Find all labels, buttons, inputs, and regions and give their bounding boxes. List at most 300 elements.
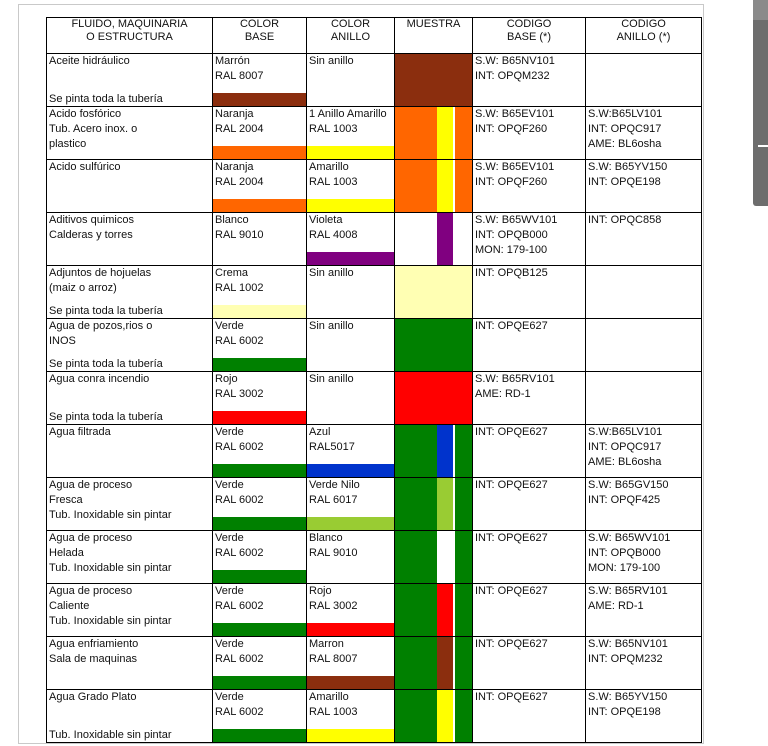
header-base [213, 18, 307, 54]
table-row [47, 478, 702, 531]
code-base-cell [473, 54, 586, 107]
base-color-text: RAL 2004 [215, 123, 264, 135]
code-ring-text [586, 508, 701, 510]
ring-band-divider [453, 425, 455, 477]
ring-color-text: Sin anillo [309, 267, 354, 279]
code-ring-text [586, 667, 701, 669]
sample-cell [395, 425, 473, 478]
pipe-sample [395, 584, 472, 636]
code-base-cell [473, 266, 586, 319]
ring-band-divider [453, 213, 455, 265]
ring-color-cell [307, 107, 395, 160]
code-ring-text: INT: OPQM232 [588, 653, 663, 665]
code-base-text [473, 283, 585, 285]
header-ring [307, 18, 395, 54]
code-ring-text: S.W:B65LV101 [588, 108, 663, 120]
sample-cell [395, 478, 473, 531]
ring-color-swatch [307, 570, 394, 583]
code-base-cell [473, 478, 586, 531]
fluid-cell [47, 425, 213, 478]
code-base-text [473, 495, 585, 497]
code-ring-text: S.W: B65WV101 [588, 532, 671, 544]
base-color-cell [213, 584, 307, 637]
code-base-text: INT: OPQE627 [475, 320, 548, 332]
ring-color-text: Marron [309, 638, 344, 650]
fluid-note: Se pinta toda la tubería [49, 358, 163, 370]
ring-color-cell-inner [307, 372, 394, 424]
fluid-text: Acido sulfúrico [49, 161, 121, 173]
code-base-text: MON: 179-100 [475, 244, 548, 256]
ring-color-cell-inner [307, 266, 394, 318]
fluid-text [47, 442, 212, 444]
pipe-sample [395, 637, 472, 689]
code-base-text: S.W: B65EV101 [475, 108, 555, 120]
ring-color-cell [307, 54, 395, 107]
ring-color-text: Sin anillo [309, 373, 354, 385]
base-color-swatch [213, 252, 306, 265]
code-ring-cell [586, 266, 702, 319]
code-base-text: INT: OPQB125 [475, 267, 548, 279]
base-color-swatch [213, 411, 306, 424]
base-color-cell-inner [213, 531, 306, 583]
code-ring-text [586, 720, 701, 722]
ring-color-text: 1 Anillo Amarillo [309, 108, 387, 120]
header-row [47, 18, 702, 54]
base-color-cell [213, 637, 307, 690]
code-ring-cell [586, 425, 702, 478]
code-ring-text: INT: OPQC858 [588, 214, 662, 226]
base-color-text: Rojo [215, 373, 238, 385]
code-base-text [473, 601, 585, 603]
base-color-cell-inner [213, 319, 306, 371]
base-color-text: Naranja [215, 108, 254, 120]
fluid-text: Aceite hidráulico [49, 55, 130, 67]
table-row [47, 531, 702, 584]
ring-color-swatch [307, 729, 394, 742]
header-base-line1: COLOR [239, 18, 280, 30]
code-ring-text: AME: BL6osha [588, 456, 662, 468]
code-base-text: S.W: B65NV101 [475, 55, 555, 67]
pipe-sample [395, 213, 472, 265]
ring-band [437, 213, 454, 265]
base-color-swatch [213, 358, 306, 371]
table-row [47, 319, 702, 372]
code-ring-text: INT: OPQE198 [588, 176, 661, 188]
fluid-text: Caliente [49, 600, 90, 612]
header-code-ring-line1: CODIGO [621, 18, 666, 30]
base-color-cell-inner [213, 266, 306, 318]
pipe-color-table [46, 17, 702, 743]
fluid-text: plastico [49, 138, 87, 150]
fluid-cell-inner [47, 213, 212, 265]
fluid-text: Aditivos quimicos [49, 214, 134, 226]
base-color-text: RAL 6002 [215, 335, 264, 347]
ring-color-text: Amarillo [309, 691, 349, 703]
ring-color-text: RAL 6017 [309, 494, 358, 506]
code-ring-cell [586, 584, 702, 637]
base-color-cell-inner [213, 372, 306, 424]
ring-color-text: Violeta [309, 214, 343, 226]
ring-color-text: Verde Nilo [309, 479, 360, 491]
ring-color-text: RAL 4008 [309, 229, 358, 241]
base-color-text: RAL 6002 [215, 706, 264, 718]
base-color-cell [213, 690, 307, 743]
header-code-base-line1: CODIGO [506, 18, 552, 30]
ring-color-text: Azul [309, 426, 331, 438]
code-base-cell [473, 107, 586, 160]
pipe-sample [395, 319, 472, 371]
fluid-text: Fresca [49, 494, 83, 506]
ring-color-text: RAL 9010 [309, 547, 358, 559]
fluid-note: Se pinta toda la tubería [49, 93, 163, 105]
base-color-text: Verde [215, 585, 244, 597]
fluid-cell-inner [47, 425, 212, 477]
ring-color-text [307, 387, 394, 389]
base-color-swatch [213, 146, 306, 159]
fluid-cell [47, 372, 213, 425]
base-color-text: RAL 6002 [215, 547, 264, 559]
base-color-cell [213, 531, 307, 584]
code-base-cell [473, 637, 586, 690]
fluid-text: Adjuntos de hojuelas [49, 267, 152, 279]
code-ring-text: S.W:B65LV101 [588, 426, 663, 438]
ring-color-cell-inner [307, 54, 394, 106]
base-color-text: RAL 1002 [215, 282, 264, 294]
fluid-note: Se pinta toda la tubería [49, 305, 163, 317]
base-color-text: RAL 6002 [215, 494, 264, 506]
code-ring-text: INT: OPQE198 [588, 706, 661, 718]
ring-band-divider [453, 690, 455, 742]
ring-color-text: RAL5017 [309, 441, 355, 453]
code-base-text [473, 190, 585, 192]
header-code-ring [586, 18, 702, 54]
base-color-cell [213, 425, 307, 478]
header-code-ring-line2: ANILLO (*) [616, 31, 671, 43]
base-color-cell [213, 266, 307, 319]
ring-color-cell-inner [307, 107, 394, 159]
code-base-text [473, 654, 585, 656]
ring-color-swatch [307, 199, 394, 212]
fluid-text: Agua de proceso [49, 479, 133, 491]
ring-color-text: Rojo [309, 585, 332, 597]
ring-band [437, 107, 454, 159]
ring-color-cell-inner [307, 160, 394, 212]
fluid-cell [47, 54, 213, 107]
code-ring-cell [586, 690, 702, 743]
ring-color-text: Sin anillo [309, 320, 354, 332]
sample-cell [395, 637, 473, 690]
ring-color-swatch [307, 464, 394, 477]
side-tab-top [753, 0, 768, 20]
fluid-text [47, 177, 212, 179]
fluid-text: Calderas y torres [49, 229, 133, 241]
code-ring-cell [586, 531, 702, 584]
code-base-text: INT: OPQE627 [475, 691, 548, 703]
code-ring-text [586, 58, 701, 60]
ring-color-cell-inner [307, 319, 394, 371]
fluid-text [47, 389, 212, 391]
base-color-text: Marrón [215, 55, 250, 67]
ring-color-cell-inner [307, 584, 394, 636]
fluid-cell [47, 160, 213, 213]
code-base-text [473, 137, 585, 139]
code-ring-cell [586, 372, 702, 425]
code-base-cell [473, 213, 586, 266]
pipe-sample [395, 160, 472, 212]
code-ring-cell [586, 319, 702, 372]
code-base-text: INT: OPQE627 [475, 479, 548, 491]
code-base-cell [473, 160, 586, 213]
fluid-cell-inner [47, 266, 212, 318]
header-ring-line1: COLOR [330, 18, 371, 30]
pipe-sample [395, 372, 472, 424]
base-color-swatch [213, 623, 306, 636]
header-ring-line2: ANILLO [330, 31, 371, 43]
code-base-text: INT: OPQE627 [475, 585, 548, 597]
ring-color-swatch [307, 252, 394, 265]
fluid-note: Tub. Inoxidable sin pintar [49, 729, 172, 741]
ring-color-cell-inner [307, 425, 394, 477]
pipe-sample [395, 266, 472, 318]
ring-band-divider [453, 584, 455, 636]
fluid-cell-inner [47, 372, 212, 424]
sample-cell [395, 107, 473, 160]
base-color-text: Verde [215, 691, 244, 703]
code-ring-cell [586, 213, 702, 266]
code-base-text: INT: OPQE627 [475, 532, 548, 544]
base-color-cell [213, 213, 307, 266]
ring-color-cell-inner [307, 690, 394, 742]
ring-color-cell-inner [307, 478, 394, 530]
base-color-text: RAL 6002 [215, 653, 264, 665]
code-base-text: S.W: B65EV101 [475, 161, 555, 173]
code-base-text: AME: RD-1 [475, 388, 531, 400]
fluid-text [47, 667, 212, 669]
code-ring-text [586, 376, 701, 378]
code-base-cell [473, 372, 586, 425]
base-color-cell-inner [213, 160, 306, 212]
code-base-text [473, 442, 585, 444]
base-color-cell-inner [213, 584, 306, 636]
header-code-base [473, 18, 586, 54]
code-base-text: INT: OPQE627 [475, 426, 548, 438]
code-base-text [473, 84, 585, 86]
code-ring-text [586, 614, 701, 616]
ring-color-cell [307, 478, 395, 531]
ring-color-text [307, 69, 394, 71]
ring-color-swatch [307, 676, 394, 689]
ring-color-cell [307, 160, 395, 213]
fluid-text [47, 296, 212, 298]
ring-color-cell [307, 637, 395, 690]
fluid-text: Agua de pozos,rios o [49, 320, 153, 332]
fluid-cell-inner [47, 637, 212, 689]
code-base-cell [473, 319, 586, 372]
base-color-swatch [213, 305, 306, 318]
base-color-text: Verde [215, 638, 244, 650]
fluid-cell-inner [47, 54, 212, 106]
ring-band [437, 160, 454, 212]
sample-cell [395, 531, 473, 584]
ring-color-text [307, 334, 394, 336]
ring-band [437, 584, 454, 636]
sample-cell [395, 160, 473, 213]
fluid-text: Agua filtrada [49, 426, 111, 438]
ring-color-text: RAL 1003 [309, 706, 358, 718]
fluid-cell [47, 107, 213, 160]
code-ring-cell [586, 637, 702, 690]
code-base-text: S.W: B65WV101 [475, 214, 558, 226]
fluid-text: Tub. Inoxidable sin pintar [49, 615, 172, 627]
pipe-sample [395, 690, 472, 742]
side-tab[interactable] [753, 0, 768, 206]
base-color-cell [213, 478, 307, 531]
sample-cell [395, 372, 473, 425]
code-ring-cell [586, 107, 702, 160]
fluid-cell [47, 690, 213, 743]
pipe-sample [395, 478, 472, 530]
code-ring-cell [586, 478, 702, 531]
code-ring-text: AME: RD-1 [588, 600, 644, 612]
base-color-cell-inner [213, 690, 306, 742]
fluid-text: Helada [49, 547, 84, 559]
code-base-cell [473, 425, 586, 478]
header-fluid [47, 18, 213, 54]
fluid-cell-inner [47, 107, 212, 159]
ring-band [437, 425, 454, 477]
base-color-text: Verde [215, 426, 244, 438]
fluid-text: Tub. Inoxidable sin pintar [49, 509, 172, 521]
header-base-line2: BASE [244, 31, 275, 43]
fluid-text [47, 243, 212, 245]
base-color-cell [213, 107, 307, 160]
base-color-swatch [213, 517, 306, 530]
base-color-cell-inner [213, 107, 306, 159]
code-base-text: INT: OPQF260 [475, 123, 548, 135]
base-color-text: RAL 3002 [215, 388, 264, 400]
fluid-cell [47, 213, 213, 266]
header-fluid-line2: O ESTRUCTURA [86, 31, 173, 43]
sample-cell [395, 266, 473, 319]
table-row [47, 584, 702, 637]
header-fluid-line1: FLUIDO, MAQUINARIA [71, 18, 188, 30]
base-color-text: RAL 9010 [215, 229, 264, 241]
base-color-text: Crema [215, 267, 249, 279]
sample-cell [395, 690, 473, 743]
ring-band-divider [453, 531, 455, 583]
table-row [47, 160, 702, 213]
ring-color-cell-inner [307, 213, 394, 265]
table-row [47, 266, 702, 319]
header-code-base-line2: BASE (*) [506, 31, 551, 43]
ring-color-cell-inner [307, 531, 394, 583]
base-color-swatch [213, 199, 306, 212]
ring-band-divider [453, 160, 455, 212]
sample-cell [395, 54, 473, 107]
table-row [47, 690, 702, 743]
fluid-text: Acido fosfórico [49, 108, 122, 120]
ring-color-text: RAL 8007 [309, 653, 358, 665]
code-ring-text: AME: BL6osha [588, 138, 662, 150]
base-color-text: RAL 8007 [215, 70, 264, 82]
code-base-text: S.W: B65RV101 [475, 373, 555, 385]
fluid-text: Agua Grado Plato [49, 691, 137, 703]
code-ring-text: S.W: B65RV101 [588, 585, 668, 597]
table-row [47, 54, 702, 107]
ring-band [437, 637, 454, 689]
fluid-text [47, 349, 212, 351]
base-color-swatch [213, 729, 306, 742]
table-row [47, 213, 702, 266]
ring-color-cell [307, 690, 395, 743]
fluid-text: Agua enfriamiento [49, 638, 139, 650]
fluid-text: INOS [49, 335, 76, 347]
fluid-text: Tub. Acero inox. o [49, 123, 138, 135]
base-color-cell [213, 54, 307, 107]
base-color-text: Verde [215, 532, 244, 544]
pipe-sample [395, 425, 472, 477]
base-color-text: RAL 2004 [215, 176, 264, 188]
code-ring-cell [586, 54, 702, 107]
fluid-cell [47, 584, 213, 637]
pipe-sample [395, 54, 472, 106]
base-color-cell-inner [213, 54, 306, 106]
fluid-text: Agua de proceso [49, 585, 133, 597]
fluid-cell-inner [47, 584, 212, 636]
code-ring-text: S.W: B65NV101 [588, 638, 668, 650]
ring-color-swatch [307, 623, 394, 636]
ring-color-text: RAL 1003 [309, 123, 358, 135]
ring-band-divider [453, 478, 455, 530]
base-color-swatch [213, 676, 306, 689]
sample-cell [395, 319, 473, 372]
fluid-text: (maiz o arroz) [49, 282, 117, 294]
collapse-icon [758, 145, 768, 147]
fluid-note: Se pinta toda la tubería [49, 411, 163, 423]
code-ring-text [586, 270, 701, 272]
code-ring-text: INT: OPQC917 [588, 441, 662, 453]
code-base-cell [473, 584, 586, 637]
code-base-cell [473, 690, 586, 743]
ring-color-text: RAL 1003 [309, 176, 358, 188]
code-base-text: INT: OPQM232 [475, 70, 550, 82]
fluid-text: Tub. Inoxidable sin pintar [49, 562, 172, 574]
code-ring-cell [586, 160, 702, 213]
base-color-swatch [213, 93, 306, 106]
base-color-cell [213, 372, 307, 425]
ring-band [437, 690, 454, 742]
code-base-text [473, 707, 585, 709]
code-ring-text [586, 323, 701, 325]
code-base-text: INT: OPQB000 [475, 229, 548, 241]
fluid-cell-inner [47, 478, 212, 530]
code-ring-text: INT: OPQC917 [588, 123, 662, 135]
sample-cell [395, 213, 473, 266]
code-base-text [473, 548, 585, 550]
code-ring-text: INT: OPQF425 [588, 494, 661, 506]
ring-color-cell-inner [307, 637, 394, 689]
code-base-text [473, 402, 585, 404]
base-color-text: RAL 6002 [215, 441, 264, 453]
ring-band-divider [453, 637, 455, 689]
base-color-text: Verde [215, 320, 244, 332]
code-ring-text: S.W: B65YV150 [588, 691, 668, 703]
code-ring-text [586, 190, 701, 192]
table-row [47, 107, 702, 160]
base-color-text: Naranja [215, 161, 254, 173]
header-sample-label: MUESTRA [406, 18, 461, 30]
ring-color-text [307, 281, 394, 283]
